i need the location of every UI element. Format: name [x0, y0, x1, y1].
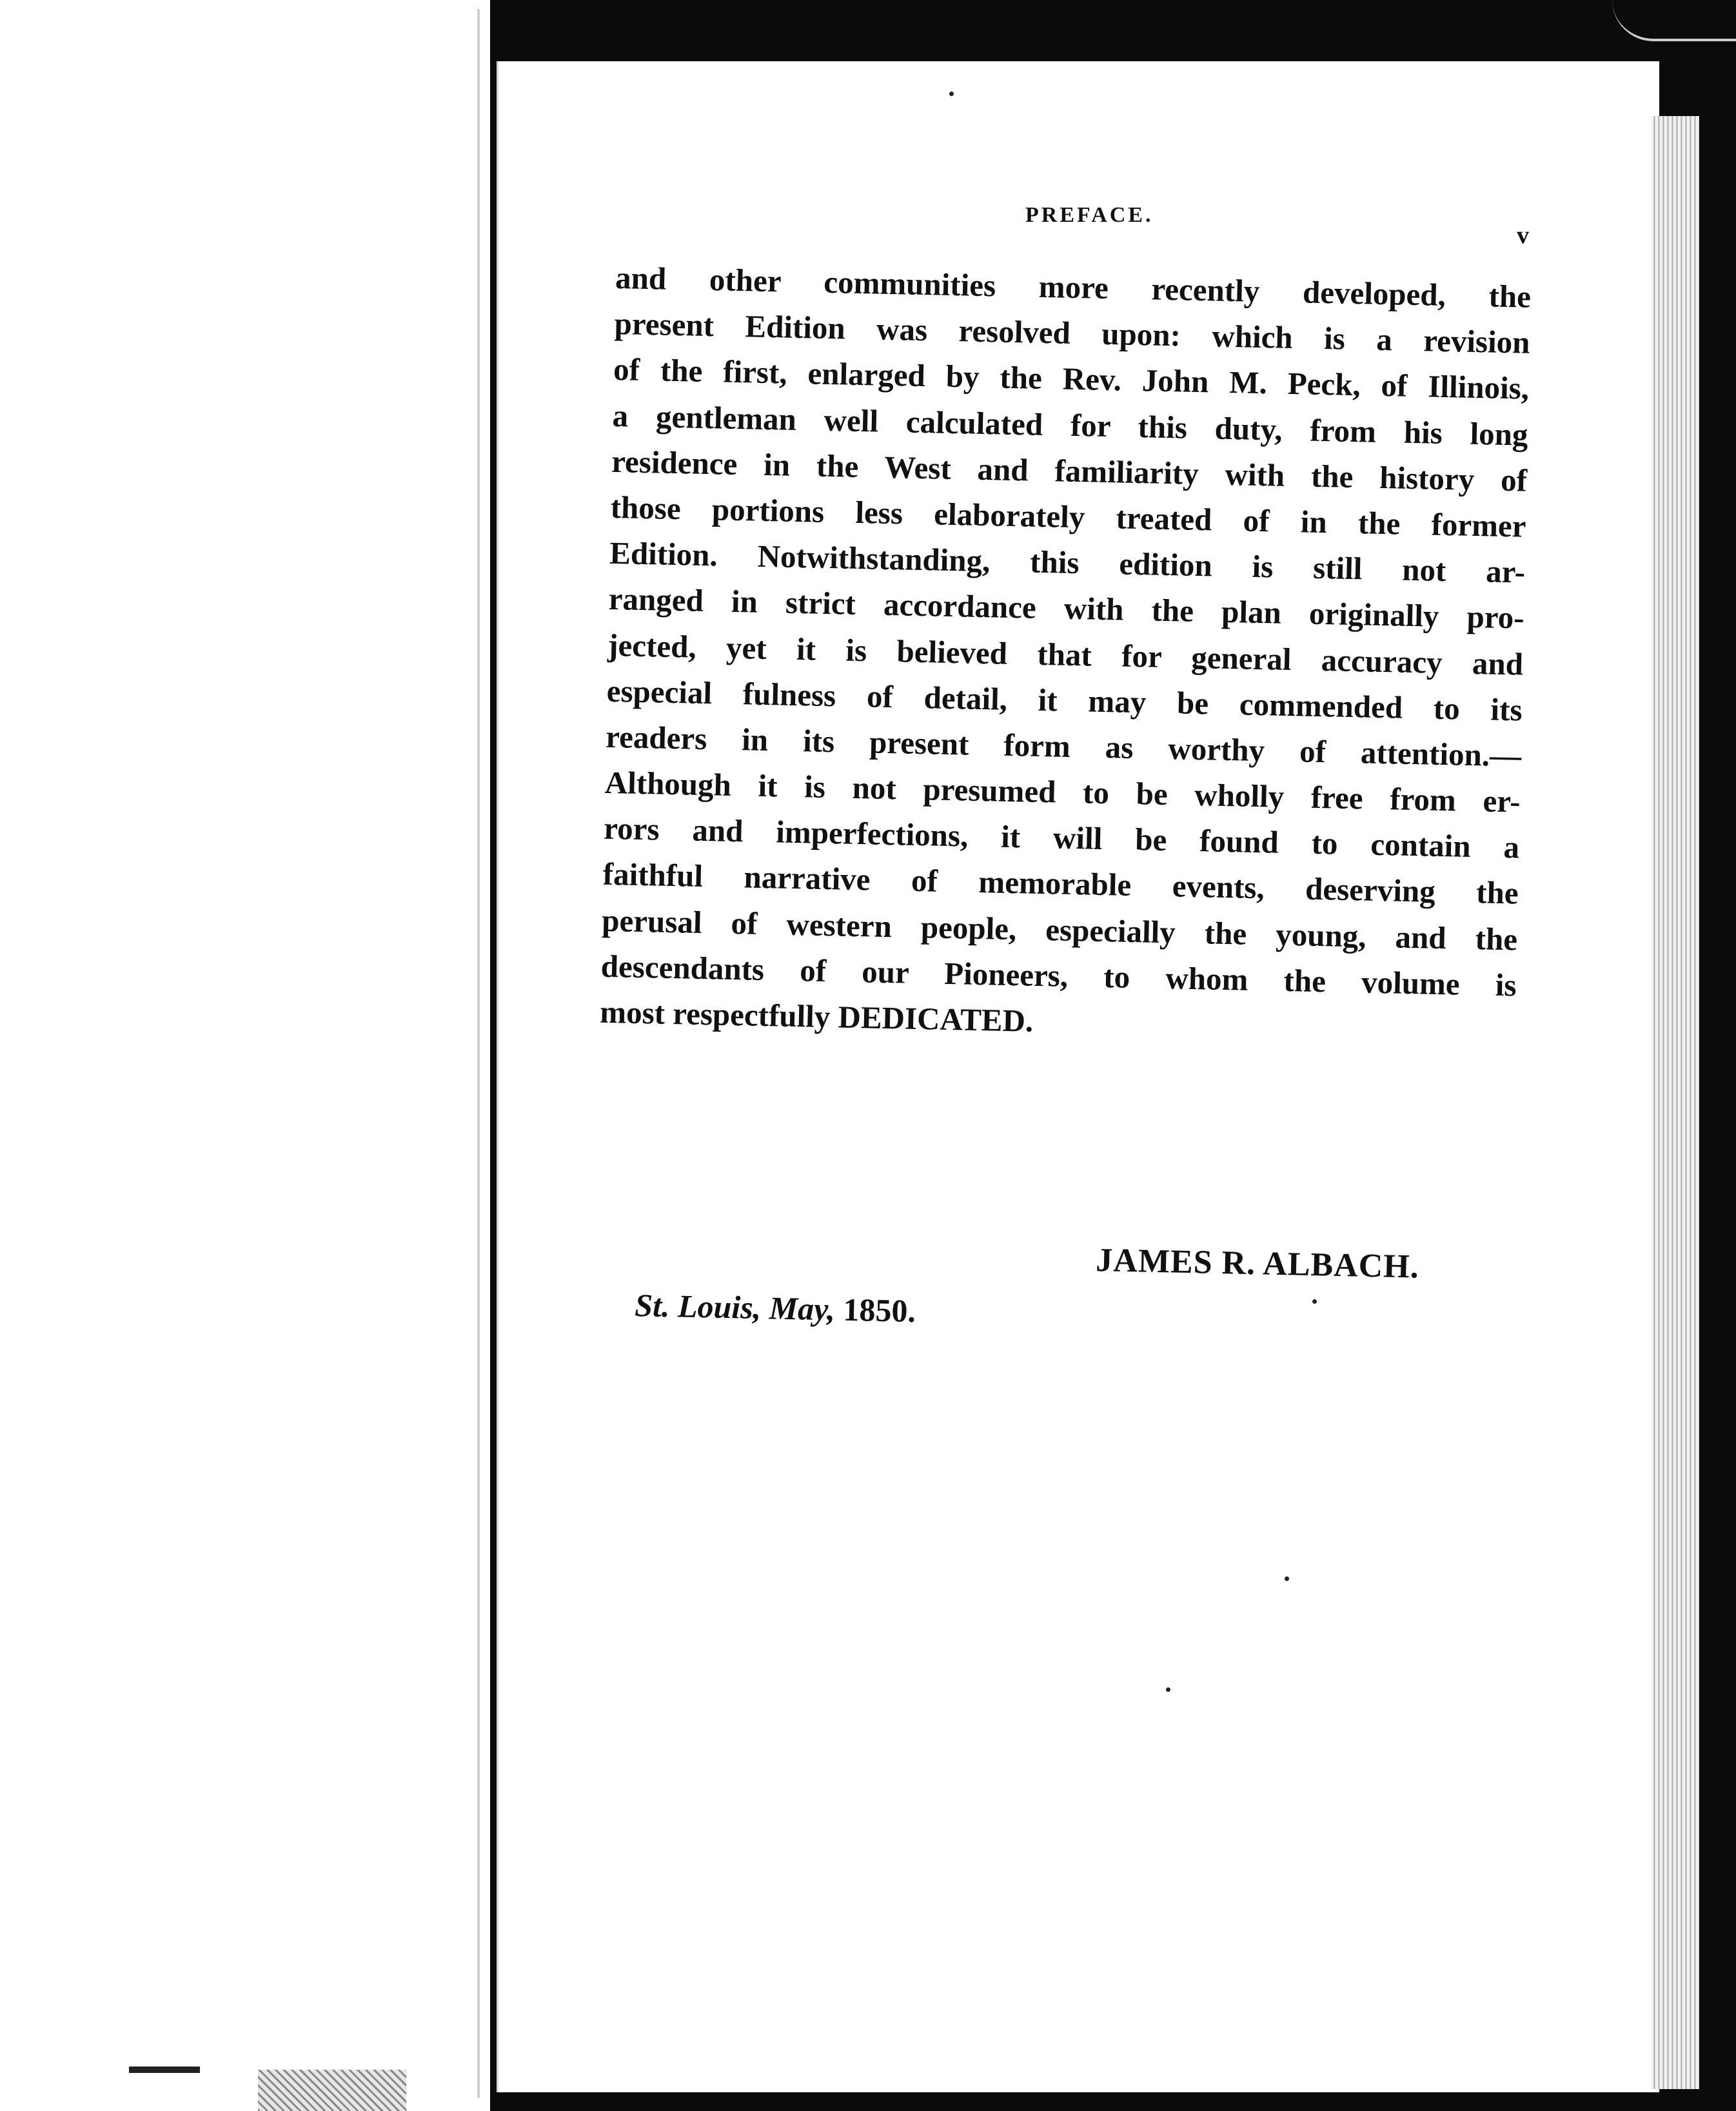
left-page-edge — [477, 9, 480, 2098]
text-line: perusal of western people, especially the young, and the — [601, 902, 1518, 957]
dateline-place: St. Louis, — [634, 1286, 762, 1326]
scan-bottom-smudge — [258, 2070, 406, 2111]
text-line: especial fulness of detail, it may be commended to its — [606, 673, 1523, 728]
scan-speck — [1166, 1687, 1170, 1692]
text-line: residence in the West and familiarity with the history of — [611, 443, 1528, 498]
scan-speck — [1285, 1576, 1289, 1581]
author-signature: JAMES R. ALBACH. — [1095, 1241, 1420, 1286]
text-line: ranged in strict accordance with the plan originally pro- — [608, 581, 1525, 636]
text-line: readers in its present form as worthy of attention.— — [605, 718, 1522, 774]
preface-body-text — [600, 255, 1532, 1054]
text-line: rors and imperfections, it will be found to contain a — [603, 810, 1520, 865]
page-number: v — [1517, 222, 1529, 249]
scan-speck — [949, 92, 954, 96]
text-line: most respectfully DEDICATED. — [599, 994, 1034, 1039]
text-line: Although it is not presumed to be wholly free from er- — [604, 764, 1521, 820]
book-page-edges — [1651, 116, 1699, 2089]
text-line: Edition. Notwithstanding, this edition is still not ar- — [609, 535, 1526, 590]
scan-speck — [1312, 1299, 1317, 1304]
text-line: faithful narrative of memorable events, deserving the — [602, 856, 1519, 911]
left-blank-page — [0, 0, 490, 2111]
text-line: and other communities more recently developed, the — [615, 259, 1532, 315]
text-line: a gentleman well calculated for this duty, from his long — [612, 397, 1529, 453]
text-line: present Edition was resolved upon: which is a revision — [614, 306, 1531, 360]
text-line: those portions less elaborately treated of in the former — [610, 489, 1527, 544]
text-line: descendants of our Pioneers, to whom the volume is — [600, 948, 1517, 1003]
dateline-year: 1850. — [842, 1291, 916, 1330]
dateline-month: May, — [769, 1290, 836, 1328]
text-line: of the first, enlarged by the Rev. John M. Peck, of Illinois, — [613, 351, 1530, 407]
dateline — [635, 1286, 916, 1330]
running-head-title: PREFACE. — [1025, 203, 1154, 227]
text-line: jected, yet it is believed that for general accuracy and — [607, 627, 1524, 682]
scan-bottom-rule — [129, 2067, 200, 2073]
